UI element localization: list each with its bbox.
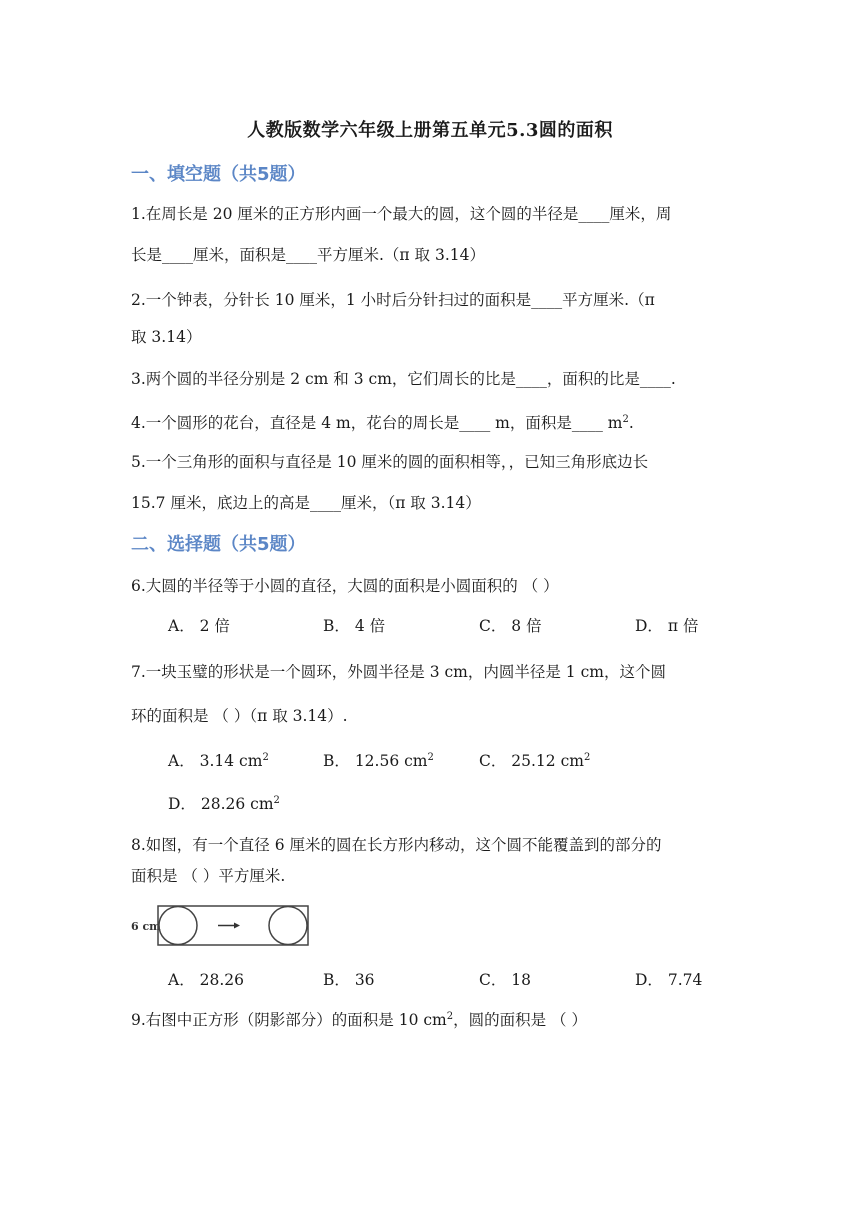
- document-title: 人教版数学六年级上册第五单元5.3圆的面积: [247, 120, 613, 141]
- question-8-option-b: B． 36: [323, 971, 375, 989]
- question-6-option-b: B． 4 倍: [323, 617, 386, 635]
- question-7-option-d-sup: 2: [273, 795, 280, 806]
- question-8-option-a: A． 28.26: [168, 971, 244, 989]
- section-multiple-choice-heading: 二、选择题（共5题）: [131, 534, 306, 555]
- question-9-text-b: ，圆的面积是 （ ）: [453, 1011, 587, 1029]
- question-7-option-a-sup: 2: [262, 752, 269, 763]
- question-7-option-a: [168, 749, 269, 771]
- question-7-option-d-text: D． 28.26 cm: [168, 795, 274, 813]
- question-8-option-c: C． 18: [479, 971, 532, 989]
- question-7-option-b: [323, 749, 434, 771]
- question-9-line-1: [131, 1008, 587, 1030]
- question-4-tail: .: [628, 414, 634, 432]
- question-4-text: 4.一个圆形的花台，直径是 4 m，花台的周长是____ m，面积是____ m: [131, 414, 623, 432]
- question-5-line-1: 5.一个三角形的面积与直径是 10 厘米的圆的面积相等，，已知三角形底边长: [131, 453, 649, 471]
- section-fill-in-heading: 一、填空题（共5题）: [131, 164, 306, 185]
- question-6-option-d: D． π 倍: [635, 617, 699, 635]
- question-8-line-2: 面积是 （ ）平方厘米.: [131, 867, 286, 885]
- question-7-option-a-text: A． 3.14 cm: [168, 752, 263, 770]
- arrow-right-icon: [234, 923, 240, 929]
- question-7-option-c-sup: 2: [583, 752, 591, 763]
- question-9-superscript: 2: [446, 1011, 454, 1022]
- question-7-line-2: 环的面积是 （ ）（π 取 3.14）.: [131, 707, 348, 725]
- question-8-option-d: D． 7.74: [635, 971, 703, 989]
- question-7-option-b-text: B． 12.56 cm: [323, 752, 428, 770]
- question-5-line-2: 15.7 厘米，底边上的高是____厘米，（π 取 3.14）: [131, 494, 481, 512]
- question-2-line-2: 取 3.14）: [131, 328, 202, 346]
- question-4-line-1: [131, 411, 634, 433]
- question-7-option-b-sup: 2: [427, 752, 434, 763]
- question-7-line-1: 7.一块玉璧的形状是一个圆环，外圆半径是 3 cm，内圆半径是 1 cm，这个圆: [131, 663, 666, 681]
- question-6-option-a: A． 2 倍: [168, 617, 230, 635]
- figure-dimension-label: 6 cm: [131, 920, 161, 933]
- question-6-option-c: C． 8 倍: [479, 617, 542, 635]
- question-8-line-1: 8.如图，有一个直径 6 厘米的圆在长方形内移动，这个圆不能覆盖到的部分的: [131, 836, 662, 854]
- left-circle: [159, 907, 197, 945]
- circle-in-rectangle-diagram: [131, 904, 311, 948]
- question-4-superscript: 2: [622, 414, 629, 425]
- question-9-text-a: 9.右图中正方形（阴影部分）的面积是 10 cm: [131, 1011, 447, 1029]
- question-3-line-1: 3.两个圆的半径分别是 2 cm 和 3 cm，它们周长的比是____，面积的比是____.: [131, 370, 676, 388]
- question-7-option-c-text: C． 25.12 cm: [479, 752, 584, 770]
- right-circle: [269, 907, 307, 945]
- question-7-option-d: [168, 792, 280, 814]
- question-7-option-c: [479, 749, 590, 771]
- question-2-line-1: 2.一个钟表，分针长 10 厘米，1 小时后分针扫过的面积是____平方厘米.（π: [131, 291, 655, 309]
- question-1-line-1: 1.在周长是 20 厘米的正方形内画一个最大的圆，这个圆的半径是____厘米，周: [131, 205, 672, 223]
- question-8-figure: [131, 904, 311, 952]
- question-1-line-2: 长是____厘米，面积是____平方厘米.（π 取 3.14）: [131, 246, 485, 264]
- question-6-line-1: 6.大圆的半径等于小圆的直径，大圆的面积是小圆面积的 （ ）: [131, 577, 559, 595]
